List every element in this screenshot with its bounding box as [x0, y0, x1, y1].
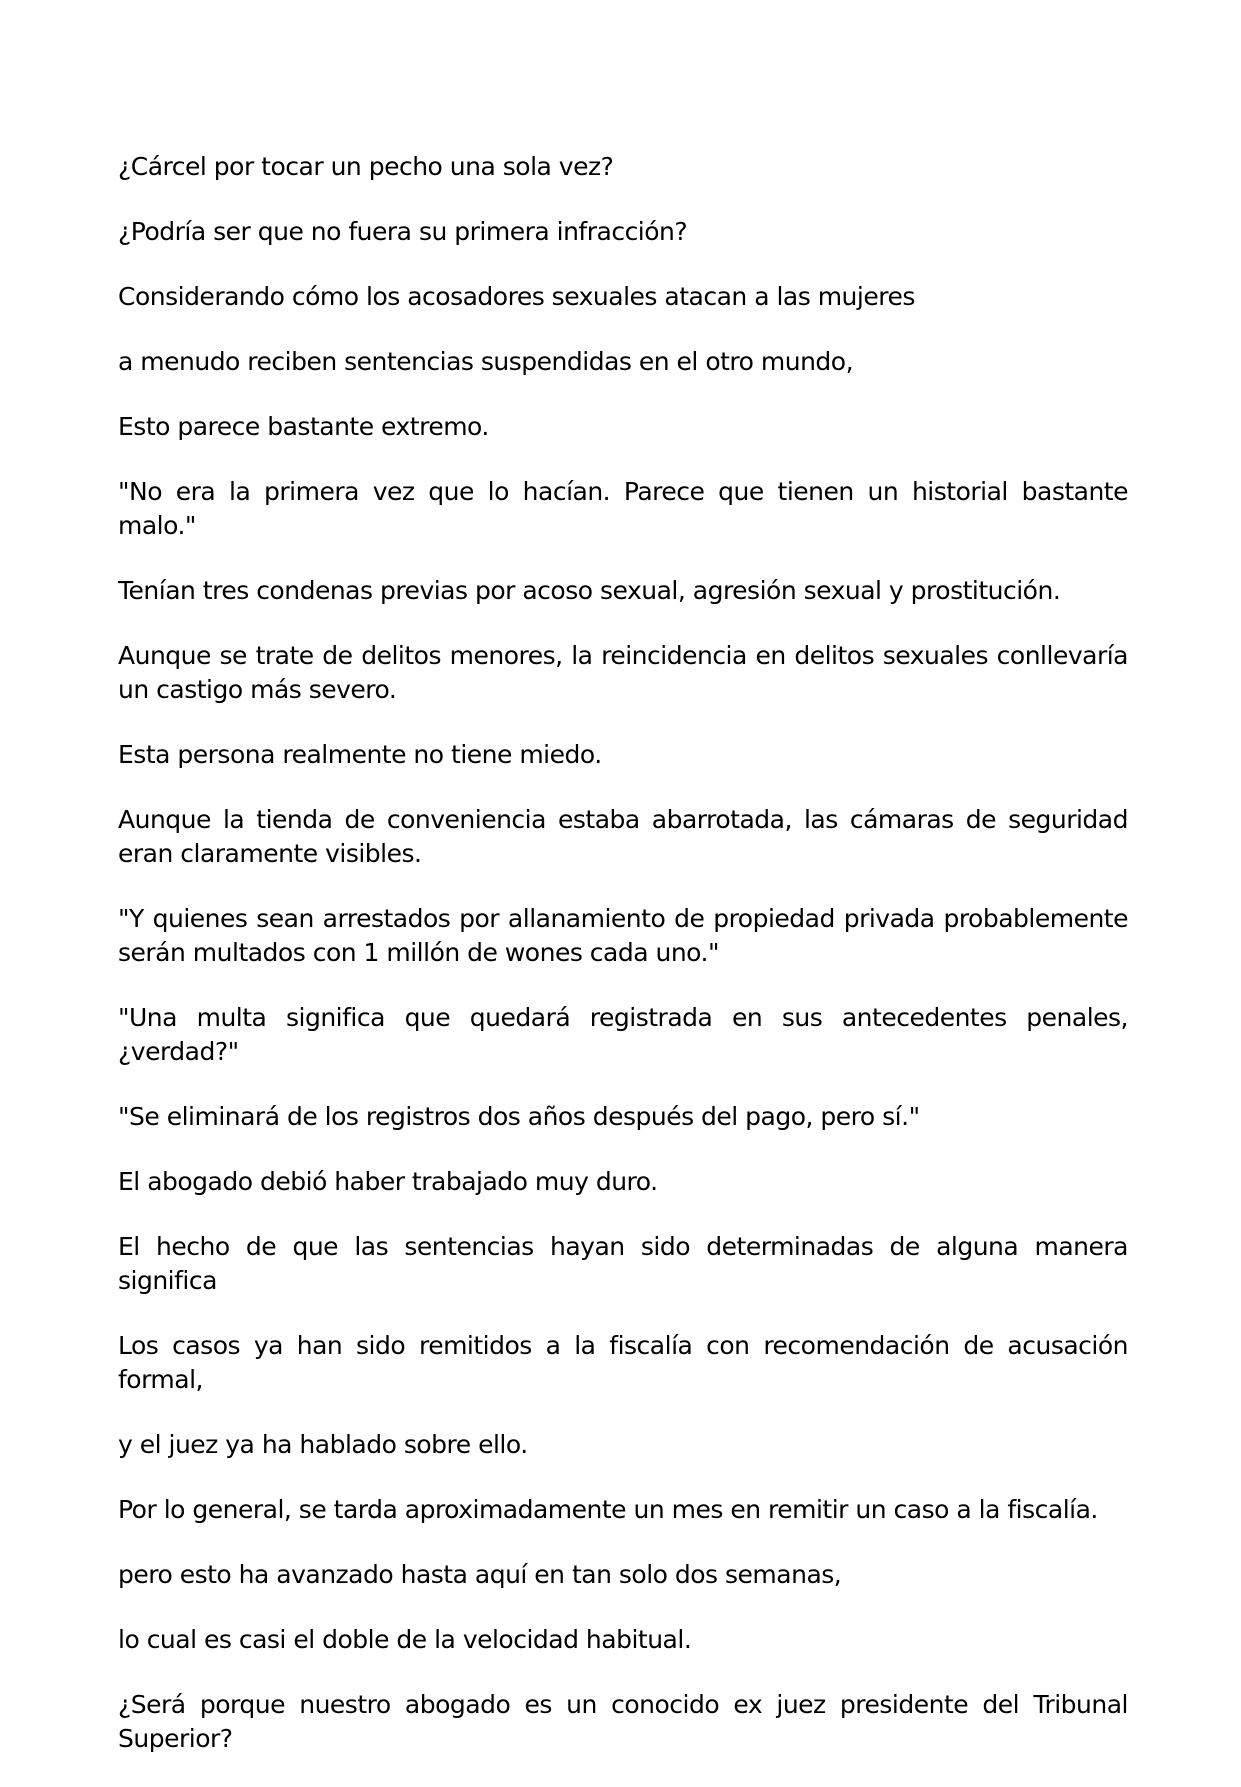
paragraph-2: ¿Podría ser que no fuera su primera infracción? — [118, 217, 688, 246]
paragraph-4: a menudo reciben sentencias suspendidas en el otro mundo, — [118, 347, 854, 376]
paragraph-13: "Se eliminará de los registros dos años después del pago, pero sí." — [118, 1102, 920, 1131]
document-body — [118, 150, 1128, 1787]
paragraph-8: Aunque se trate de delitos menores, la reincidencia en delitos sexuales conllevaría un castigo más severo. — [118, 641, 1128, 704]
paragraph-14: El abogado debió haber trabajado muy duro. — [118, 1167, 658, 1196]
paragraph-11: "Y quienes sean arrestados por allanamiento de propiedad privada probablemente serán multados con 1 millón de wones cada uno." — [118, 904, 1128, 967]
paragraph-3: Considerando cómo los acosadores sexuales atacan a las mujeres — [118, 282, 915, 311]
paragraph-7: Tenían tres condenas previas por acoso sexual, agresión sexual y prostitución. — [118, 576, 1061, 605]
paragraph-19: pero esto ha avanzado hasta aquí en tan solo dos semanas, — [118, 1560, 842, 1589]
paragraph-12: "Una multa significa que quedará registrada en sus antecedentes penales, ¿verdad?" — [118, 1003, 1128, 1066]
paragraph-5: Esto parece bastante extremo. — [118, 412, 489, 441]
paragraph-9: Esta persona realmente no tiene miedo. — [118, 740, 602, 769]
paragraph-6: "No era la primera vez que lo hacían. Parece que tienen un historial bastante malo." — [118, 477, 1128, 540]
paragraph-10: Aunque la tienda de conveniencia estaba abarrotada, las cámaras de seguridad eran claramente visibles. — [118, 805, 1128, 868]
paragraph-17: y el juez ya ha hablado sobre ello. — [118, 1430, 528, 1459]
paragraph-16: Los casos ya han sido remitidos a la fiscalía con recomendación de acusación formal, — [118, 1331, 1128, 1394]
paragraph-18: Por lo general, se tarda aproximadamente un mes en remitir un caso a la fiscalía. — [118, 1495, 1098, 1524]
paragraph-20: lo cual es casi el doble de la velocidad habitual. — [118, 1625, 692, 1654]
paragraph-15: El hecho de que las sentencias hayan sido determinadas de alguna manera significa — [118, 1232, 1128, 1295]
paragraph-1: ¿Cárcel por tocar un pecho una sola vez? — [118, 152, 614, 181]
paragraph-21: ¿Será porque nuestro abogado es un conocido ex juez presidente del Tribunal Superior? — [118, 1690, 1128, 1753]
